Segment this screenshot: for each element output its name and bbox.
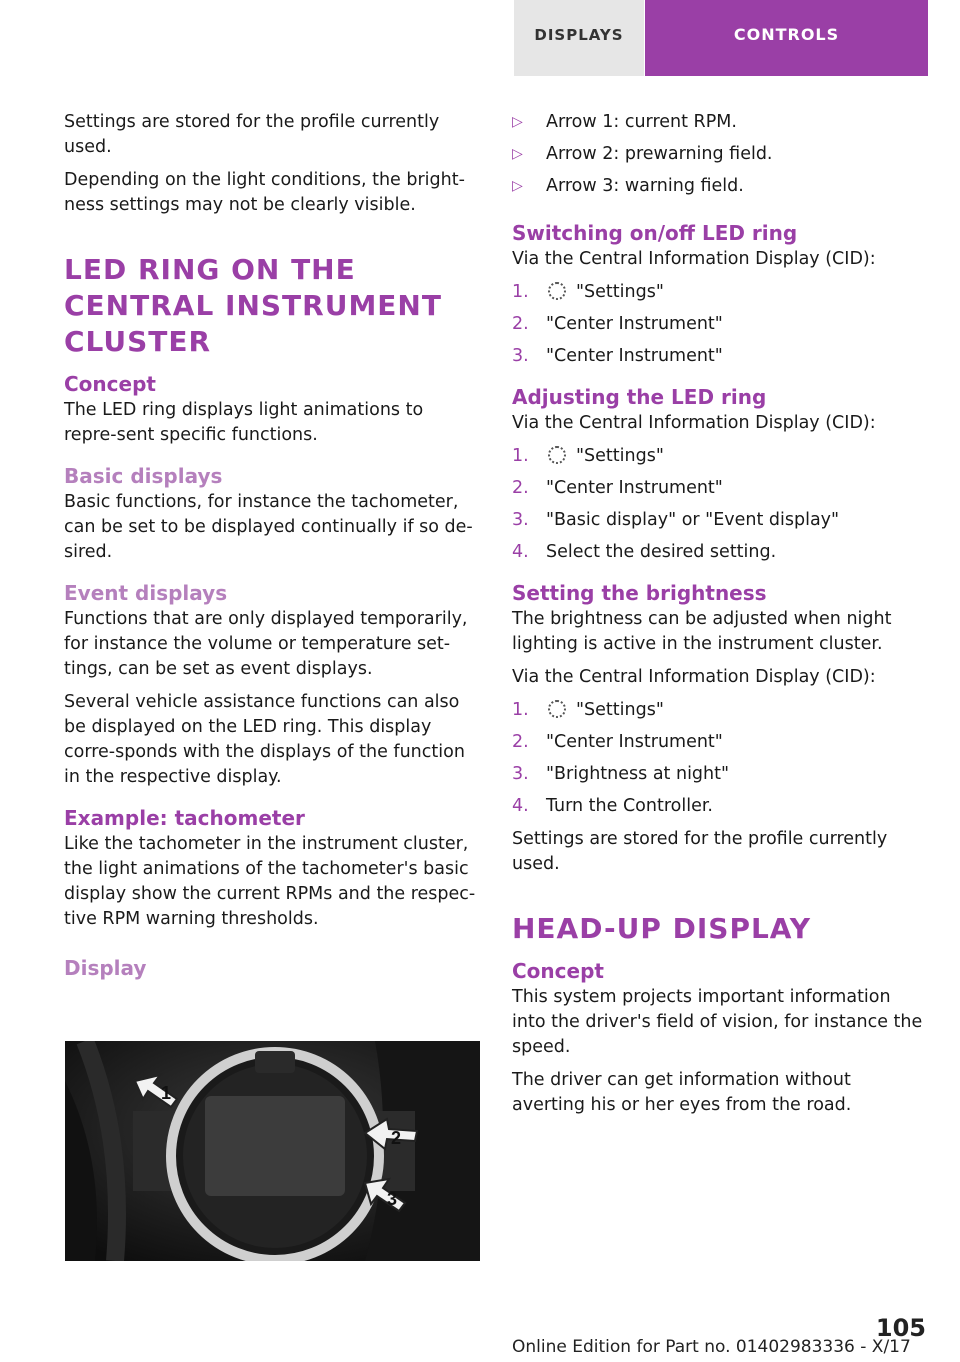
triangle-right-icon: ▷ bbox=[512, 146, 523, 162]
step-text: "Center Instrument" bbox=[546, 478, 723, 498]
instrument-cluster-illustration bbox=[65, 1041, 480, 1261]
step-number: 2. bbox=[512, 314, 529, 334]
subheading-display: Display bbox=[64, 956, 147, 980]
figure-label-1: 1 bbox=[161, 1083, 172, 1103]
paragraph: Basic functions, for instance the tachometer, can be set to be displayed continually if so de‐sired. bbox=[64, 492, 473, 562]
step-number: 3. bbox=[512, 346, 529, 366]
steps-list-2 bbox=[512, 444, 928, 565]
chapter-label: CONTROLS bbox=[733, 25, 840, 44]
step-item bbox=[512, 730, 928, 755]
steps-list-3 bbox=[512, 698, 928, 819]
step-item bbox=[512, 698, 928, 723]
subheading-concept: Concept bbox=[64, 372, 156, 396]
step-item bbox=[512, 540, 928, 565]
right-column bbox=[512, 110, 928, 1126]
list-item bbox=[512, 142, 928, 167]
paragraph: The LED ring displays light animations to repre‐sent specific functions. bbox=[64, 400, 424, 445]
section-tab-displays: DISPLAYS bbox=[514, 0, 644, 76]
subheading-brightness: Setting the brightness bbox=[512, 581, 767, 605]
paragraph: Settings are stored for the profile currently used. bbox=[64, 112, 440, 157]
paragraph: The driver can get information without averting his or her eyes from the road. bbox=[512, 1070, 852, 1115]
step-item bbox=[512, 280, 928, 305]
step-item bbox=[512, 508, 928, 533]
page-number: 105 bbox=[875, 1314, 926, 1342]
gear-icon bbox=[548, 700, 566, 718]
heading-text: LED RING ON THE CENTRAL INSTRUMENT CLUSTER bbox=[64, 253, 442, 358]
paragraph: Via the Central Information Display (CID): bbox=[512, 249, 876, 269]
step-number: 3. bbox=[512, 510, 529, 530]
paragraph: Via the Central Information Display (CID): bbox=[512, 413, 876, 433]
step-number: 3. bbox=[512, 764, 529, 784]
subheading-example-tachometer: Example: tachometer bbox=[64, 806, 305, 830]
step-item bbox=[512, 444, 928, 469]
central-display bbox=[205, 1096, 345, 1196]
triangle-right-icon: ▷ bbox=[512, 178, 523, 194]
paragraph: Like the tachometer in the instrument cluster, the light animations of the tachometer's basic display show the current RPMs and the respec‐tive RPM warning thresholds. bbox=[64, 834, 476, 929]
steps-list-1 bbox=[512, 280, 928, 369]
step-text: "Settings" bbox=[576, 282, 664, 302]
step-text: "Basic display" or "Event display" bbox=[546, 510, 840, 530]
step-text: "Center Instrument" bbox=[546, 732, 723, 752]
arrow-list bbox=[512, 110, 928, 199]
step-text: Turn the Controller. bbox=[546, 796, 713, 816]
step-text: "Settings" bbox=[576, 700, 664, 720]
paragraph: Settings are stored for the profile currently used. bbox=[512, 829, 888, 874]
step-text: "Center Instrument" bbox=[546, 346, 723, 366]
figure-label-3: 3 bbox=[387, 1189, 398, 1209]
step-text: "Center Instrument" bbox=[546, 314, 723, 334]
step-number: 1. bbox=[512, 446, 529, 466]
list-item bbox=[512, 110, 928, 135]
step-number: 4. bbox=[512, 542, 529, 562]
gear-icon bbox=[548, 446, 566, 464]
subheading-basic-displays: Basic displays bbox=[64, 464, 223, 488]
list-item-text: Arrow 3: warning field. bbox=[546, 176, 744, 196]
step-item bbox=[512, 312, 928, 337]
subheading-switching: Switching on/off LED ring bbox=[512, 221, 798, 245]
list-item-text: Arrow 2: prewarning field. bbox=[546, 144, 773, 164]
step-number: 2. bbox=[512, 732, 529, 752]
paragraph: The brightness can be adjusted when night lighting is active in the instrument cluster. bbox=[512, 609, 892, 654]
step-number: 2. bbox=[512, 478, 529, 498]
triangle-right-icon: ▷ bbox=[512, 114, 523, 130]
step-text: "Brightness at night" bbox=[546, 764, 730, 784]
top-button bbox=[255, 1051, 295, 1073]
paragraph: Depending on the light conditions, the bright‐ness settings may not be clearly visible. bbox=[64, 170, 465, 215]
paragraph: This system projects important information into the driver's field of vision, for instance the speed. bbox=[512, 987, 923, 1057]
paragraph: Several vehicle assistance functions can also be displayed on the LED ring. This display corre‐sponds with the displays of the function in the respective display. bbox=[64, 692, 465, 787]
section-heading-hud bbox=[512, 911, 928, 947]
subheading-concept: Concept bbox=[512, 959, 604, 983]
footer-edition: Online Edition for Part no. 01402983336 - X/17 bbox=[512, 1337, 911, 1357]
step-text: "Settings" bbox=[576, 446, 664, 466]
step-item bbox=[512, 794, 928, 819]
step-item bbox=[512, 476, 928, 501]
heading-text: HEAD-UP DISPLAY bbox=[512, 912, 812, 945]
step-item bbox=[512, 762, 928, 787]
step-text: Select the desired setting. bbox=[546, 542, 777, 562]
paragraph: Functions that are only displayed temporarily, for instance the volume or temperature set‐tings, can be set as event displays. bbox=[64, 609, 468, 679]
list-item-text: Arrow 1: current RPM. bbox=[546, 112, 737, 132]
chapter-tab-controls bbox=[645, 0, 928, 76]
step-number: 1. bbox=[512, 282, 529, 302]
paragraph: Via the Central Information Display (CID): bbox=[512, 667, 876, 687]
figure-label-2: 2 bbox=[391, 1128, 402, 1148]
subheading-event-displays: Event displays bbox=[64, 581, 228, 605]
list-item bbox=[512, 174, 928, 199]
step-number: 4. bbox=[512, 796, 529, 816]
step-item bbox=[512, 344, 928, 369]
step-number: 1. bbox=[512, 700, 529, 720]
subheading-adjusting: Adjusting the LED ring bbox=[512, 385, 767, 409]
left-column bbox=[64, 110, 480, 982]
led-ring-photo bbox=[65, 1041, 480, 1261]
section-heading-led-ring bbox=[64, 252, 480, 360]
gear-icon bbox=[548, 282, 566, 300]
